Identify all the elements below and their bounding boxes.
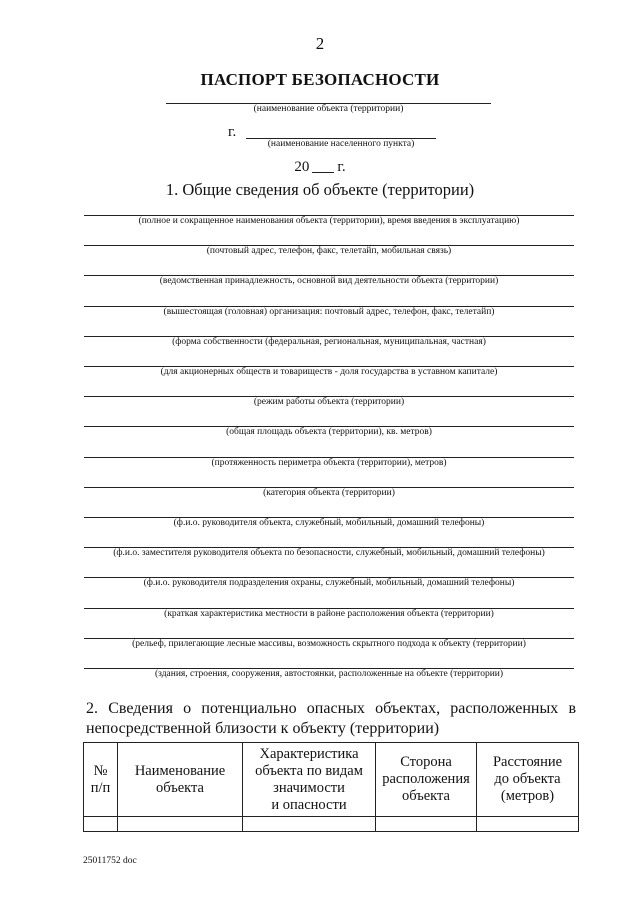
field-caption: (ведомственная принадлежность, основной вид деятельности объекта (территории) — [159, 276, 499, 286]
header-characteristic — [243, 743, 376, 817]
header-line: объекта по видам — [255, 762, 363, 779]
table-cell[interactable] — [243, 817, 376, 832]
year-suffix: г. — [337, 159, 346, 175]
field-caption: (режим работы объекта (территории) — [253, 397, 405, 407]
header-line: Расстояние — [492, 754, 563, 770]
field-caption: (общая площадь объекта (территории), кв. метров) — [226, 427, 432, 437]
page-number: 2 — [315, 34, 325, 53]
year-line — [0, 158, 640, 176]
field-caption: (форма собственности (федеральная, региональная, муниципальная, частная) — [172, 337, 486, 347]
table-row — [84, 817, 579, 832]
header-line: объекта — [401, 788, 450, 804]
header-line: и опасности — [271, 796, 347, 813]
field-caption: (для акционерных обществ и товариществ - доля государства в уставном капитале) — [160, 367, 498, 377]
header-number — [84, 743, 118, 817]
header-line: Сторона — [400, 754, 452, 770]
section2-title-line2: непосредственной близости к объекту (территории) — [86, 720, 440, 737]
header-line: Характеристика — [259, 745, 359, 762]
field-caption: (ф.и.о. руководителя подразделения охраны, служебный, мобильный, домашний телефоны) — [143, 578, 515, 588]
field-caption: (почтовый адрес, телефон, факс, телетайп, мобильная связь) — [206, 246, 452, 256]
header-line: (метров) — [500, 788, 555, 804]
section2-title-line1: 2. Сведения о потенциально опасных объектах, расположенных в — [86, 700, 576, 717]
footer-code: 25011752 doc — [83, 856, 137, 866]
section1-title: 1. Общие сведения об объекте (территории) — [165, 180, 475, 199]
table-cell[interactable] — [376, 817, 477, 832]
header-line: расположения — [382, 771, 470, 787]
table-header-row — [84, 743, 579, 817]
field-caption: (протяженность периметра объекта (территории), метров) — [211, 458, 447, 468]
object-name-caption: (наименование объекта (территории) — [253, 104, 404, 114]
field-caption: (категория объекта (территории) — [263, 488, 395, 498]
year-prefix: 20 — [294, 159, 310, 175]
city-caption: (наименование населенного пункта) — [267, 139, 415, 149]
header-line: Наименование — [134, 762, 226, 779]
section2-title — [86, 699, 576, 739]
header-name — [118, 743, 243, 817]
header-line: объекта — [155, 779, 204, 796]
table-cell[interactable] — [477, 817, 579, 832]
field-caption: (краткая характеристика местности в районе расположения объекта (территории) — [164, 609, 494, 619]
field-caption: (ф.и.о. заместителя руководителя объекта по безопасности, служебный, мобильный, домашний телефоны) — [113, 548, 545, 558]
city-prefix: г. — [228, 124, 237, 140]
header-line: до объекта — [494, 771, 561, 787]
hazard-objects-table — [83, 742, 579, 832]
table-cell[interactable] — [118, 817, 243, 832]
field-caption: (вышестоящая (головная) организация: почтовый адрес, телефон, факс, телетайп) — [163, 307, 495, 317]
document-title: ПАСПОРТ БЕЗОПАСНОСТИ — [200, 70, 440, 89]
header-line: № — [93, 762, 108, 779]
year-blank — [312, 158, 334, 173]
field-caption: (рельеф, прилегающие лесные массивы, возможность скрытного подхода к объекту (территории) — [132, 639, 526, 649]
header-distance — [477, 743, 579, 817]
header-side — [376, 743, 477, 817]
field-caption: (полное и сокращенное наименования объекта (территории), время введения в эксплуатацию) — [138, 216, 520, 226]
table-cell[interactable] — [84, 817, 118, 832]
header-line: п/п — [90, 779, 111, 796]
header-line: значимости — [273, 779, 345, 796]
field-caption: (ф.и.о. руководителя объекта, служебный, мобильный, домашний телефоны) — [173, 518, 485, 528]
field-caption: (здания, строения, сооружения, автостоянки, расположенные на объекте (территории) — [154, 669, 504, 679]
